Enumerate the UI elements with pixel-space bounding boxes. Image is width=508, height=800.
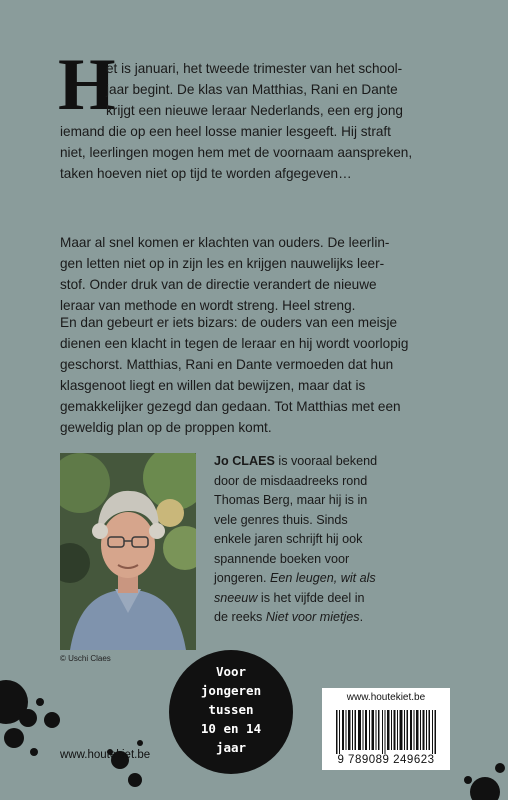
author-name: Jo CLAES bbox=[214, 454, 275, 468]
blurb-paragraph-3 bbox=[60, 312, 455, 438]
text-line: enkele jaren schrijft hij ook bbox=[214, 532, 363, 546]
text-line: door de misdaadreeks rond bbox=[214, 473, 368, 488]
text-line: jaar begint. De klas van Matthias, Rani en Dante bbox=[106, 82, 398, 97]
series-name: Niet voor mietjes bbox=[265, 610, 360, 624]
isbn-digits: 9 789089 249623 bbox=[337, 754, 435, 766]
text-line: gemakkelijker gezegd dan gedaan. Tot Matthias met een bbox=[60, 399, 401, 414]
book-title: Een leugen, wit als bbox=[270, 571, 376, 585]
author-photo bbox=[60, 453, 196, 650]
age-badge-text: Voor jongeren tussen 10 en 14 jaar bbox=[200, 664, 262, 755]
text-line: gen letten niet op in zijn les en krijgen nauwelijks leer- bbox=[60, 256, 385, 271]
text-line: is het vijfde deel in bbox=[260, 590, 365, 605]
text-line: geweldig plan op de proppen komt. bbox=[60, 420, 272, 435]
photo-credit: © Uschi Claes bbox=[60, 654, 111, 663]
text-line: leraar van methode en wordt streng. Heel streng. bbox=[60, 298, 356, 313]
text-line: Thomas Berg, maar hij is in bbox=[214, 493, 368, 507]
footer-url: www.houtekiet.be bbox=[60, 749, 151, 761]
text-line: klasgenoot liegt en willen dat bewijzen, maar dat is bbox=[60, 378, 366, 393]
text-line: krijgt een nieuwe leraar Nederlands, een erg jong bbox=[106, 103, 403, 118]
text-line: En dan gebeurt er iets bizars: de ouders van een meisje bbox=[60, 315, 398, 330]
text-line: vele genres thuis. Sinds bbox=[214, 512, 348, 527]
text-line: iemand die op een heel losse manier lesgeeft. Hij straft bbox=[60, 124, 391, 139]
blurb-paragraph-1 bbox=[60, 58, 455, 184]
publisher-url: www.houtekiet.be bbox=[346, 692, 426, 703]
author-bio: Jo CLAES is vooraal bekend door de misdaadreeks rond Thomas Berg, maar hij is in vele genres thuis. Sinds enkele jaren schrijft hij ook spannende boeken voor jongeren. Een leugen, wit als sneeuw is het vijfde deel in de reeks Niet voor mietjes. bbox=[214, 452, 454, 628]
text-line: geschorst. Matthias, Rani en Dante vermoeden dat hun bbox=[60, 357, 394, 372]
blurb-paragraph-2 bbox=[60, 232, 455, 316]
text-line: dienen een klacht in tegen de leraar en hij wordt voorlopig bbox=[60, 336, 409, 351]
text-line: is vooraal bekend bbox=[278, 454, 378, 468]
barcode-panel bbox=[322, 688, 450, 770]
book-title: sneeuw bbox=[214, 590, 258, 605]
text-line: et is januari, het tweede trimester van het school- bbox=[106, 61, 403, 76]
text-line: taken hoeven niet op tijd te worden afgegeven… bbox=[60, 166, 352, 181]
text-line: niet, leerlingen mogen hem met de voornaam aanspreken, bbox=[60, 145, 413, 160]
drop-cap: H bbox=[58, 44, 114, 126]
text-line: spannende boeken voor bbox=[214, 551, 350, 566]
barcode-icon bbox=[336, 710, 436, 754]
text-line: stof. Onder druk van de directie verandert de nieuwe bbox=[60, 277, 377, 292]
text-line: Maar al snel komen er klachten van ouders. De leerlin- bbox=[60, 235, 390, 250]
text-line: de reeks bbox=[214, 610, 263, 624]
text-line: jongeren. bbox=[214, 571, 267, 585]
